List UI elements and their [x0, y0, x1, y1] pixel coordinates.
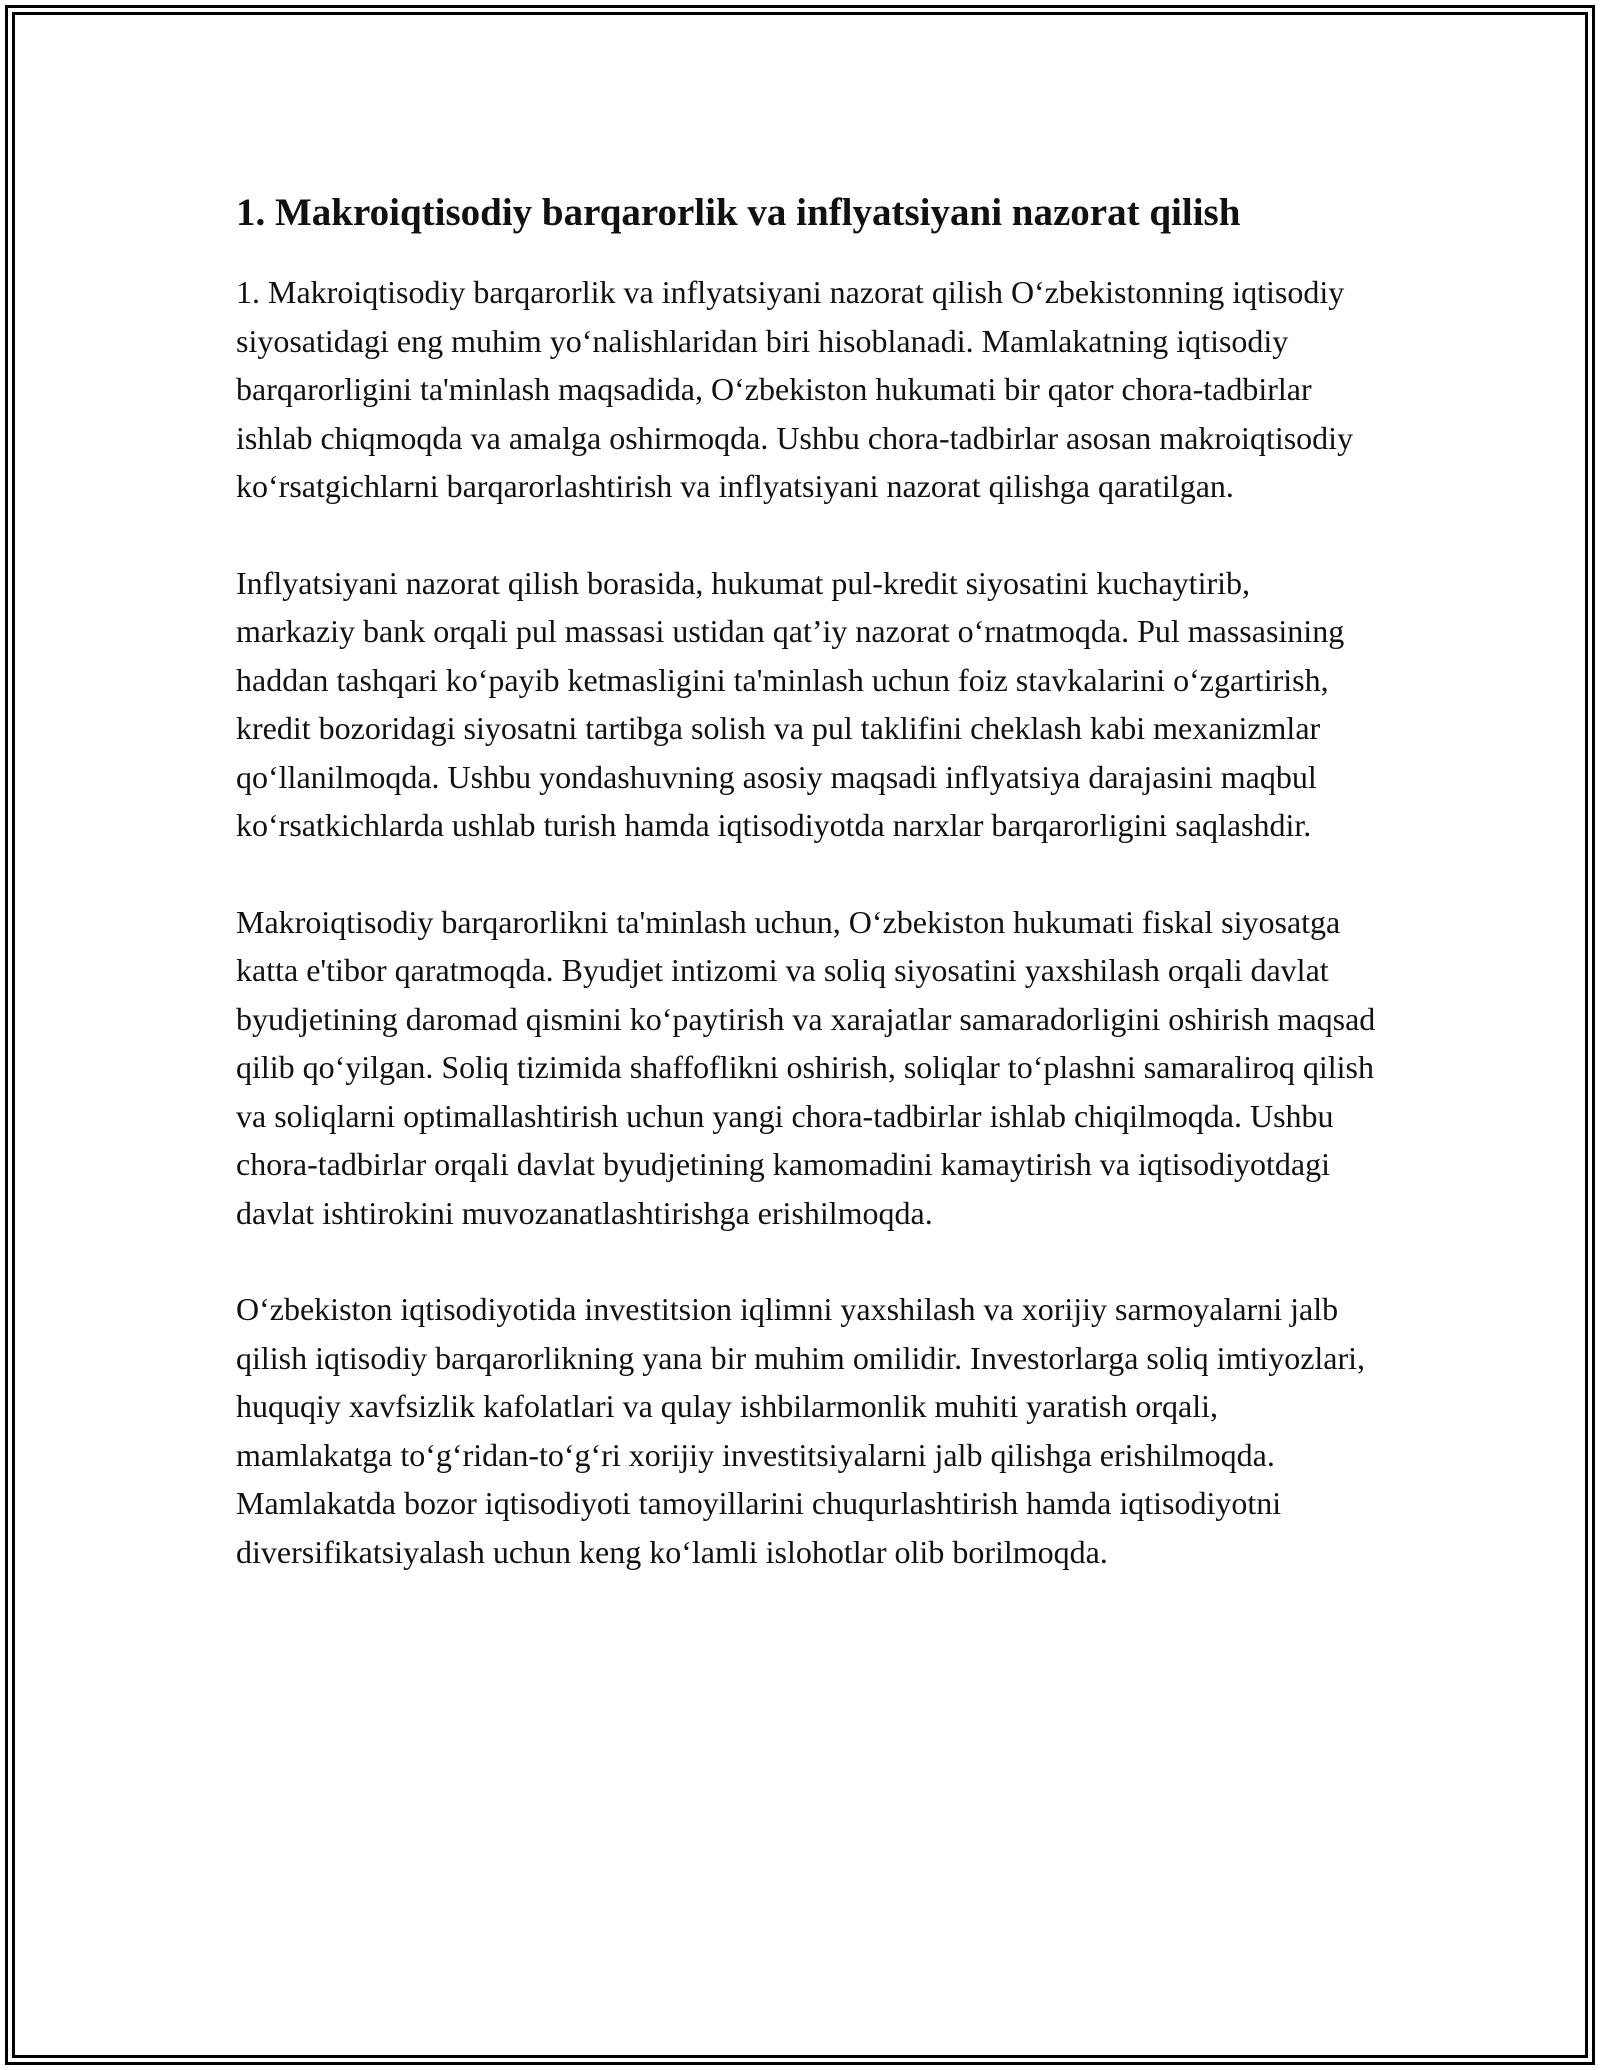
paragraph-1: 1. Makroiqtisodiy barqarorlik va inflyatsiyani nazorat qilish O‘zbekistonning iqtisodiy siyosatidagi eng muhim yo‘nalishlaridan biri hisoblanadi. Mamlakatning iqtisodiy barqarorligini ta'minlash maqsadida, O‘zbekiston hukumati bir qator chora-tadbirlar ishlab chiqmoqda va amalga oshirmoqda. Ushbu chora-tadbirlar asosan makroiqtisodiy ko‘rsatgichlarni barqarorlashtirish va inflyatsiyani nazorat qilishga qaratilgan. — [236, 274, 1354, 504]
paragraph-3: Makroiqtisodiy barqarorlikni ta'minlash uchun, O‘zbekiston hukumati fiskal siyosatga katta e'tibor qaratmoqda. Byudjet intizomi va soliq siyosatini yaxshilash orqali davlat byudjetining daromad qismini ko‘paytirish va xarajatlar samaradorligini oshirish maqsad qilib qo‘yilgan. Soliq tizimida shaffoflikni oshirish, soliqlar to‘plashni samaraliroq qilish va soliqlarni optimallashtirish uchun yangi chora-tadbirlar ishlab chiqilmoqda. Ushbu chora-tadbirlar orqali davlat byudjetining kamomadini kamaytirish va iqtisodiyotdagi davlat ishtirokini muvozanatlashtirishga erishilmoqda. — [236, 903, 1376, 1231]
paragraph-2: Inflyatsiyani nazorat qilish borasida, hukumat pul-kredit siyosatini kuchaytirib, markaziy bank orqali pul massasi ustidan qat’iy nazorat o‘rnatmoqda. Pul massasining haddan tashqari ko‘payib ketmasligini ta'minlash uchun foiz stavkalarini o‘zgartirish, kredit bozoridagi siyosatni tartibga solish va pul taklifini cheklash kabi mexanizmlar qo‘llanilmoqda. Ushbu yondashuvning asosiy maqsadi inflyatsiya darajasini maqbul ko‘rsatkichlarda ushlab turish hamda iqtisodiyotda narxlar barqarorligini saqlashdir. — [236, 564, 1345, 843]
paragraph-4: O‘zbekiston iqtisodiyotida investitsion iqlimni yaxshilash va xorijiy sarmoyalarni jalb qilish iqtisodiy barqarorlikning yana bir muhim omilidir. Investorlarga soliq imtiyozlari, huquqiy xavfsizlik kafolatlari va qulay ishbilarmonlik muhiti yaratish orqali, mamlakatga to‘g‘ridan-to‘g‘ri xorijiy investitsiyalarni jalb qilishga erishilmoqda. Mamlakatda bozor iqtisodiyoti tamoyillarini chuqurlashtirish hamda iqtisodiyotni diversifikatsiyalash uchun keng ko‘lamli islohotlar olib borilmoqda. — [236, 1291, 1366, 1570]
section-heading: 1. Makroiqtisodiy barqarorlik va inflyatsiyani nazorat qilish — [236, 191, 1241, 234]
document-body — [236, 186, 1376, 1576]
